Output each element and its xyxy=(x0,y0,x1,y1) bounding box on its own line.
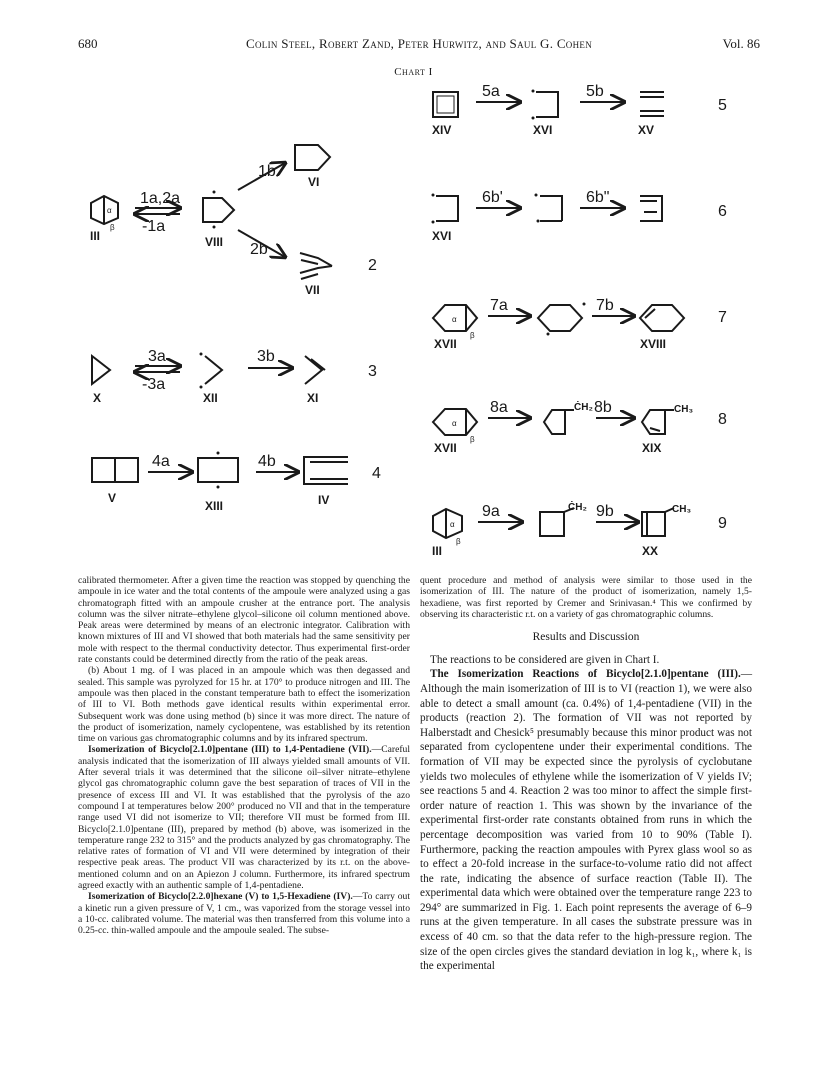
label-XVI-r5: XVI xyxy=(533,123,553,137)
reaction-number-2: 2 xyxy=(368,257,377,274)
reaction-3 xyxy=(92,348,377,405)
structure-XVIII xyxy=(640,305,684,331)
label-III-r1: III xyxy=(90,229,101,243)
label-1a2a: 1a,2a xyxy=(140,190,181,207)
right-paragraph-2 xyxy=(420,667,752,973)
structure-r7-mid xyxy=(538,305,582,331)
label-6b-prime: 6b' xyxy=(482,189,503,206)
label-8b: 8b xyxy=(594,399,612,416)
running-head-authors: Colin Steel, Robert Zand, Peter Hurwitz, and Saul G. Cohen xyxy=(246,36,592,51)
reaction-8 xyxy=(433,399,727,455)
label-XI: XI xyxy=(307,391,319,405)
label-4a: 4a xyxy=(152,453,170,470)
volume-label: Vol. 86 xyxy=(722,36,760,51)
label-7b: 7b xyxy=(596,297,614,314)
label-2b: 2b xyxy=(250,241,268,258)
structure-XVI-r6 xyxy=(436,196,458,221)
reaction-number-4: 4 xyxy=(372,465,381,482)
right-paragraph-2-text: —Although the main isomerization of III is to VI (reaction 1), we were also able to detect a small amount (ca. 0.4%) of 1,4-pentadiene (VII) in the products (reaction 2). The formation of VII was not reported by Halberstadt and Chesick⁵ presumably because this minor product was not separated from cyclopentene under their experimental conditions. The formation of VII may be expected since the pyrolysis of cyclobutane yields two molecules of ethylene while the isomerization of V yields IV; see reactions 5 and 4. Reaction 2 was too minor to affect the simple first-order nature of reaction 1. This was shown by the invariance of the experimental first-order rate constants obtained from runs in which the percentage decomposition was varied from 10 to 90% (Table I). Furthermore, packing the reaction ampoules with Pyrex glass wool so as to effect a 20-fold increase in the surface-to-volume ratio did not affect the rate, indicating the absence of surface reaction (Table II). The experimental data which were obtained over the temperature range 223 to 294° are summarized in Fig. 1. Each point represents the average of 6–9 runs at the given temperature. In all cases the substrate pressure was in excess of 40 cm. so that the data refer to the high-pressure region. The size of the open circles gives the standard deviation in log k₁, where k₁ is the experimental xyxy=(420,668,752,973)
label-5b: 5b xyxy=(586,83,604,100)
structure-VIII xyxy=(203,198,234,222)
reaction-number-6: 6 xyxy=(718,203,727,220)
structure-r6-mid xyxy=(540,196,562,221)
section-heading: Results and Discussion xyxy=(532,631,640,644)
label-XVII-r8: XVII xyxy=(434,441,457,455)
left-paragraph-3 xyxy=(78,744,410,891)
structure-III-r9 xyxy=(433,509,462,538)
reaction-scheme xyxy=(0,80,827,570)
reaction-7 xyxy=(433,297,727,351)
right-text-column xyxy=(420,575,752,974)
label-beta-r9: β xyxy=(456,537,461,546)
left-paragraph-1: calibrated thermometer. After a given time the reaction was stopped by quenching the ampoule in ice water and the total contents of the ampoule were analyzed using a gas chromatograph fitted with an ampoule crusher at the entrance port. The analysis column was the silver nitrate–ethylene glycol–silicone oil column mentioned above. Peak areas were determined by means of an electronic integrator. Calibration with known mixtures of III and VI showed that both materials had the same sensitivity per mole with respect to the thermal conductivity detector. Thus experimental first-order rate constants could be determined directly from the ratio of the peak areas. xyxy=(78,575,410,666)
label-beta-r7: β xyxy=(470,331,475,340)
label-XIV: XIV xyxy=(432,123,452,137)
structure-X xyxy=(92,356,110,384)
label-4b: 4b xyxy=(258,453,276,470)
label-beta-r1: β xyxy=(110,223,115,232)
chart-title: Chart I xyxy=(394,66,433,78)
left-paragraph-2: (b) About 1 mg. of I was placed in an ampoule which was then degassed and sealed. This sample was pyrolyzed for 15 hr. at 170° to produce nitrogen and III. The ampoule was then placed in the constant temperature bath to effect the isomerization of III to VI. Both methods gave identical results within experimental error. Subsequent work was done using method (b) since it was more direct. The nature of the product of isomerization, namely cyclopentene, was established by its retention time on various gas chromatographic columns and by its infrared spectrum. xyxy=(78,665,410,745)
reaction-number-7: 7 xyxy=(718,309,727,326)
label-8a: 8a xyxy=(490,399,508,416)
label-3b: 3b xyxy=(257,348,275,365)
label-alpha-r8: α xyxy=(452,419,457,428)
structure-r8-mid xyxy=(544,410,574,434)
label-alpha-r9: α xyxy=(450,520,455,529)
reaction-4 xyxy=(92,452,381,514)
reaction-number-5: 5 xyxy=(718,97,727,114)
structure-XVI xyxy=(536,92,558,117)
label-V: V xyxy=(108,491,117,505)
left-paragraph-3-text: —Careful analysis indicated that the isomerization of III always yielded small amounts of VII. After several trials it was determined that the silicone oil–silver nitrate–ethylene glycol gas chromatographic column gave the best separation of traces of VII in the presence of excess III and VI. It was established that the pyrolysis of the azo compound I at temperatures below 200° produced no VII and that in the temperature range used VI did not isomerize to VII; therefore VII must be formed from III. Bicyclo[2.1.0]pentane (III), prepared by method (b) above, was isomerized in the temperature range 232 to 315° and the products analyzed by gas chromatography. The relative rates of formation of VI and VII were determined by integration of their respective peak areas. The product VII was characterized by its r.t. on the above-mentioned column and on an Apiezon J column. Furthermore, its infrared spectrum agreed exactly with an authentic sample of 1,4-pentadiene. xyxy=(78,744,410,892)
structure-XIX xyxy=(642,410,674,434)
structure-VII xyxy=(300,253,332,279)
label-3a: 3a xyxy=(148,348,166,365)
reaction-number-3: 3 xyxy=(368,363,377,380)
structure-III xyxy=(91,196,118,224)
structure-XX xyxy=(642,508,674,536)
label-neg-3a: -3a xyxy=(142,376,166,393)
reaction-number-9: 9 xyxy=(718,515,727,532)
label-9b: 9b xyxy=(596,503,614,520)
label-6b-double-prime: 6b" xyxy=(586,189,610,206)
structure-XII xyxy=(205,356,222,384)
reaction-5 xyxy=(432,83,727,137)
structure-XI xyxy=(305,356,325,384)
label-XIII: XIII xyxy=(205,499,224,513)
label-XVII-r7: XVII xyxy=(434,337,457,351)
label-5a: 5a xyxy=(482,83,500,100)
label-VI: VI xyxy=(308,175,320,189)
label-ch2-r8: ĊH₂ xyxy=(574,402,593,413)
label-9a: 9a xyxy=(482,503,500,520)
structure-VI xyxy=(295,145,330,170)
running-head xyxy=(78,36,760,54)
label-7a: 7a xyxy=(490,297,508,314)
label-ch3-r8: CH₃ xyxy=(674,404,694,415)
label-III-r9: III xyxy=(432,544,443,558)
label-VIII: VIII xyxy=(205,235,224,249)
label-X: X xyxy=(93,391,102,405)
left-paragraph-4-heading: Isomerization of Bicyclo[2.2.0]hexane (V) to 1,5-Hexadiene (IV). xyxy=(88,891,353,903)
label-alpha-r1: α xyxy=(107,206,112,215)
right-paragraph-1: The reactions to be considered are given in Chart I. xyxy=(430,653,660,666)
page-number: 680 xyxy=(78,36,98,51)
right-paragraph-2-heading: The Isomerization Reactions of Bicyclo[2.1.0]pentane (III). xyxy=(430,668,741,681)
right-paragraph-0: quent procedure and method of analysis were similar to those used in the isomerization of III. The nature of the product of isomerization, namely 1,5-hexadiene, was first reported by Cremer and Srinivasan.⁴ This we confirmed by observing its characteristic r.t. on a variety of gas chromatographic columns. xyxy=(420,575,752,620)
left-text-column xyxy=(78,575,410,937)
label-XIX: XIX xyxy=(642,441,662,455)
label-VII: VII xyxy=(305,283,320,297)
structure-IV xyxy=(304,457,348,484)
structure-XIII xyxy=(198,458,238,482)
label-alpha-r7: α xyxy=(452,315,457,324)
label-XVI-r6: XVI xyxy=(432,229,452,243)
left-paragraph-3-heading: Isomerization of Bicyclo[2.1.0]pentane (III) to 1,4-Pentadiene (VII). xyxy=(88,744,372,756)
label-beta-r8: β xyxy=(470,435,475,444)
left-paragraph-4-text: —To carry out a kinetic run a given pressure of V, 1 cm., was vaporized from the storage vessel into a 10-cc. calibrated volume. The material was then transferred from this volume into a 0.25-cc. thin-walled ampoule and the ampoule sealed. The subse- xyxy=(78,891,410,937)
label-XV: XV xyxy=(638,123,655,137)
reaction-1-2 xyxy=(90,145,377,297)
label-IV: IV xyxy=(318,493,330,507)
label-ch3-r9: CH₃ xyxy=(672,504,692,515)
label-XX: XX xyxy=(642,544,659,558)
reaction-number-8: 8 xyxy=(718,411,727,428)
reaction-6 xyxy=(432,189,728,243)
structure-V xyxy=(92,458,138,482)
label-XII: XII xyxy=(203,391,218,405)
label-XVIII: XVIII xyxy=(640,337,667,351)
reaction-9 xyxy=(432,500,727,558)
left-paragraph-4 xyxy=(78,891,410,936)
structure-r6-end xyxy=(640,196,662,221)
label-neg-1a: -1a xyxy=(142,218,166,235)
label-ch2-r9: ĊH₂ xyxy=(568,502,587,513)
label-1b: 1b xyxy=(258,163,276,180)
structure-XV xyxy=(640,92,664,116)
